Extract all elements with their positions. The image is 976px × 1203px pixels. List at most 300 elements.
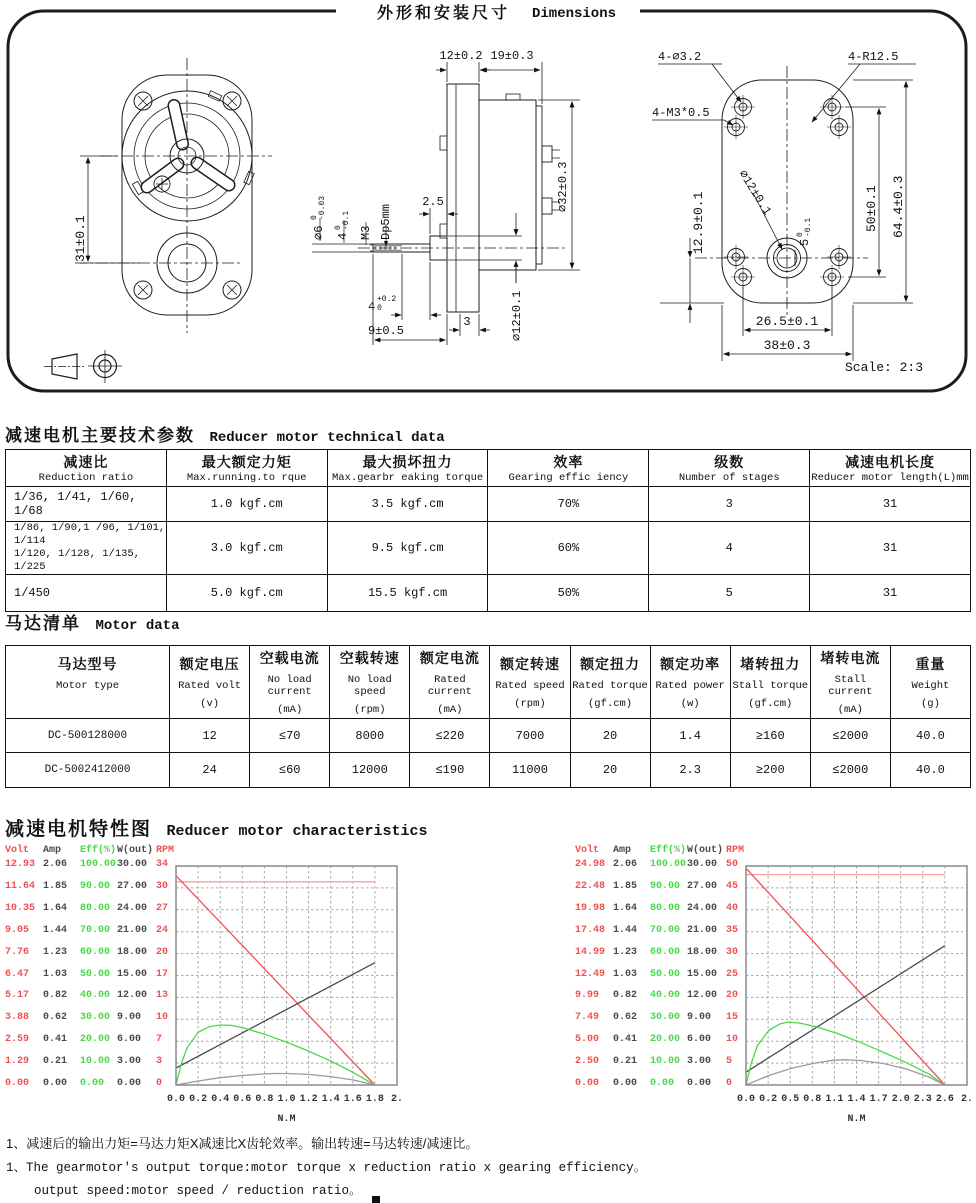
axis-value: 0 [156, 1078, 163, 1089]
axis-value: 10 [156, 1012, 169, 1024]
tech-col-header [649, 450, 810, 487]
motor-table-cell: 8000 [330, 719, 410, 753]
tech-table-cell: 1/450 [6, 575, 167, 612]
axis-value: 24.98 [575, 859, 606, 870]
axis-value: 19.98 [575, 902, 606, 914]
axis-value: 0.41 [43, 1034, 68, 1046]
axis-value: 9.05 [5, 924, 30, 936]
axis-value: 7.76 [5, 946, 30, 958]
axis-value: 5.00 [575, 1034, 600, 1046]
motor-col-header [730, 646, 810, 719]
axis-value: 0.00 [5, 1078, 30, 1089]
axis-value: 50.00 [80, 968, 111, 980]
axis-value: 40 [726, 902, 739, 914]
axis-value: 90.00 [80, 880, 111, 892]
axis-value: 12.93 [5, 859, 36, 870]
boss-dia-dim: ⌀12±0.1 [510, 290, 524, 341]
motor-table-title-en: Motor data [95, 618, 180, 634]
axis-value: 18.00 [687, 946, 718, 958]
axis-value: 30.00 [80, 1012, 111, 1024]
axis-value: 13 [156, 990, 169, 1002]
motor-col-header-unit: (v) [200, 698, 220, 710]
motor-col-header-en: Rated power [655, 680, 725, 692]
x-tick-label: 1.2 [299, 1094, 318, 1105]
axis-value: 0.82 [43, 990, 68, 1002]
axis-value: 17 [156, 968, 169, 980]
axis-value: 10 [726, 1034, 739, 1046]
axis-value: 2.06 [613, 859, 638, 870]
shaft-length-dim: 9±0.5 [367, 324, 405, 338]
x-tick-label: 0.0 [166, 1094, 186, 1105]
axis-value: 27.00 [117, 880, 148, 892]
motor-data-table [5, 645, 971, 788]
axis-value: 0.00 [613, 1078, 638, 1089]
motor-table-cell: ≤60 [250, 753, 330, 788]
tech-table-cell: 3.5 kgf.cm [327, 487, 488, 522]
x-tick-label: 2. [960, 1094, 974, 1105]
axis-value: 0.82 [613, 990, 638, 1002]
axis-value: 0.00 [575, 1078, 600, 1089]
hole-span-h-dim: 26.5±0.1 [755, 314, 819, 329]
plate-thickness-dim: 12±0.2 [439, 49, 483, 63]
axis-value: 15.00 [687, 968, 718, 980]
axis-value: 22.48 [575, 880, 606, 892]
x-tick-label: 0.4 [211, 1094, 230, 1105]
tech-col-header-en: Gearing effic iency [508, 472, 629, 484]
flat-width-label: 4 [336, 232, 350, 240]
motor-table-cell: ≤220 [410, 719, 490, 753]
axis-value: 12.00 [687, 990, 718, 1002]
motor-col-header [410, 646, 490, 719]
series-current [176, 963, 375, 1068]
axis-value: 30 [726, 946, 739, 958]
chart-24v [575, 845, 976, 1135]
axis-value: 25 [726, 968, 739, 980]
hole-span-v-dim: 50±0.1 [864, 185, 879, 232]
axis-value: 27 [156, 902, 169, 914]
axis-value: 1.03 [613, 968, 638, 980]
axis-value: 40.00 [80, 990, 111, 1002]
axis-value: 1.44 [43, 924, 68, 936]
motor-col-header-unit: (mA) [837, 704, 863, 716]
x-tick-label: 2.3 [913, 1094, 932, 1105]
axis-value: 1.85 [613, 880, 638, 892]
x-tick-label: 0.2 [759, 1094, 778, 1105]
x-axis-label: N.M [277, 1114, 296, 1125]
x-tick-label: 0.6 [233, 1094, 252, 1105]
axis-value: 3 [156, 1056, 163, 1068]
tech-table-cell: 31 [810, 575, 971, 612]
flat-length-label: 4 [368, 300, 376, 314]
axis-value: 2.50 [575, 1056, 600, 1068]
axis-column-label: Amp [43, 845, 62, 856]
axis-value: 5.17 [5, 990, 30, 1002]
axis-value: 27.00 [687, 880, 718, 892]
motor-col-header-zh: 额定电流 [419, 650, 480, 666]
axis-value: 0.00 [80, 1078, 105, 1089]
back-view [652, 50, 916, 361]
x-tick-label: 1.6 [343, 1094, 362, 1105]
motor-col-header-unit: (gf.cm) [588, 698, 633, 710]
flat-length-tol-upper: +0.2 [377, 295, 397, 304]
tech-table-cell: 70% [488, 487, 649, 522]
front-height-dim: 31±0.1 [73, 215, 88, 262]
motor-col-header [570, 646, 650, 719]
axis-value: 0.00 [117, 1078, 142, 1089]
axis-value: 0.00 [650, 1078, 675, 1089]
offset-dim: 12.9±0.1 [691, 191, 706, 254]
motor-col-header-zh: 马达型号 [57, 656, 118, 672]
axis-value: 90.00 [650, 880, 681, 892]
tech-table-row [6, 575, 971, 612]
holes-dim: 4-⌀3.2 [658, 50, 702, 64]
axis-value: 45 [726, 880, 739, 892]
axis-value: 30 [156, 880, 169, 892]
axis-value: 35 [726, 924, 739, 936]
axis-value: 40.00 [650, 990, 681, 1002]
tech-table-title-zh: 减速电机主要技术参数 [5, 426, 195, 445]
series-output-power [176, 1074, 375, 1086]
x-tick-label: 0.5 [781, 1094, 800, 1105]
flat-across-dim [796, 218, 813, 246]
motor-col-header [250, 646, 330, 719]
motor-col-header [6, 646, 170, 719]
tech-col-header-en: Reduction ratio [38, 472, 134, 484]
axis-value: 9.99 [575, 990, 600, 1002]
front-dim-31 [80, 156, 140, 263]
axis-column-label: RPM [726, 845, 745, 856]
flat-length-tol-lower: 0 [377, 304, 382, 313]
motor-col-header-unit: (rpm) [354, 704, 386, 716]
boss-thickness-dim: 2.5 [422, 195, 444, 209]
axis-value: 0.62 [43, 1012, 68, 1024]
motor-col-header [810, 646, 890, 719]
axis-value: 60.00 [650, 946, 681, 958]
motor-dia-dim: ⌀32±0.3 [556, 161, 570, 212]
tech-col-header-en: Max.running.to rque [186, 472, 307, 484]
axis-value: 30.00 [650, 1012, 681, 1024]
motor-col-header-en: Rated volt [178, 680, 242, 692]
body-width-dim: 38±0.3 [763, 338, 811, 353]
axis-value: 17.48 [575, 924, 606, 936]
tech-table-cell: 1.0 kgf.cm [166, 487, 327, 522]
motor-col-header-zh: 额定功率 [660, 656, 721, 672]
motor-col-header-unit: (mA) [437, 704, 463, 716]
tech-col-header-zh: 级数 [714, 454, 745, 470]
axis-value: 20 [156, 946, 169, 958]
axis-value: 0.21 [43, 1056, 68, 1068]
motor-col-header-en: No load speed [347, 674, 392, 698]
axis-value: 50 [726, 859, 739, 870]
tech-col-header-zh: 减速比 [63, 454, 109, 470]
svg-text:5: 5 [798, 238, 812, 246]
charts-title-zh: 减速电机特性图 [5, 819, 153, 840]
axis-column-label: Eff(%) [650, 845, 687, 856]
axis-value: 60.00 [80, 946, 111, 958]
shaft-labels [310, 196, 393, 240]
axis-value: 1.29 [5, 1056, 30, 1068]
chart-plot [166, 858, 420, 1138]
axis-value: 10.00 [80, 1056, 111, 1068]
series-efficiency [176, 1025, 375, 1085]
axis-value: 1.64 [43, 902, 68, 914]
axis-value: 9.00 [117, 1012, 142, 1024]
tech-table-cell: 31 [810, 487, 971, 522]
tech-table-cell: 5 [649, 575, 810, 612]
axis-value: 1.85 [43, 880, 68, 892]
tech-col-header [810, 450, 971, 487]
tech-table-cell: 60% [488, 522, 649, 575]
motor-col-header-unit: (g) [920, 698, 940, 710]
side-dim-flat-length [391, 254, 441, 320]
tap-dim: 4-M3*0.5 [652, 106, 710, 120]
motor-table-cell: ≤2000 [810, 753, 890, 788]
tech-table-cell: 3 [649, 487, 810, 522]
dimensions-drawing [0, 0, 976, 405]
motor-col-header-unit: (w) [680, 698, 700, 710]
axis-value: 24 [156, 924, 169, 936]
axis-column-label: Volt [575, 845, 600, 856]
axis-column-label: RPM [156, 845, 175, 856]
axis-value: 2.59 [5, 1034, 30, 1046]
axis-value: 0.00 [687, 1078, 712, 1089]
axis-value: 30.00 [687, 859, 718, 870]
motor-col-header-en: Rated current [427, 674, 472, 698]
axis-value: 1.23 [43, 946, 68, 958]
x-tick-label: 1.0 [277, 1094, 296, 1105]
x-axis-label: N.M [847, 1114, 866, 1125]
side-dims-top [436, 62, 542, 104]
tech-table-heading [5, 421, 445, 446]
axis-value: 2.06 [43, 859, 68, 870]
axis-column-label: Volt [5, 845, 30, 856]
axis-value: 0.41 [613, 1034, 638, 1046]
motor-table-cell: ≤70 [250, 719, 330, 753]
motor-col-header-zh: 堵转扭力 [740, 656, 801, 672]
axis-value: 24.00 [687, 902, 718, 914]
motor-col-header [330, 646, 410, 719]
x-tick-label: 1.4 [321, 1094, 340, 1105]
tech-col-header-zh: 减速电机长度 [845, 454, 936, 470]
motor-col-header-zh: 额定扭力 [580, 656, 641, 672]
tech-table-row [6, 522, 971, 575]
motor-length-dim: 19±0.3 [490, 49, 534, 63]
motor-col-header-zh: 额定电压 [179, 656, 240, 672]
flat-width-tol-lower: -0.1 [342, 210, 351, 230]
axis-value: 6.00 [117, 1034, 142, 1046]
tech-col-header [166, 450, 327, 487]
thread-depth-label: Dp5mm [379, 203, 393, 240]
axis-column-label: Amp [613, 845, 632, 856]
back-boss-dia-dim: ⌀12±0.1 [735, 167, 775, 218]
tech-col-header-zh: 效率 [553, 454, 584, 470]
front-corner-screws [134, 92, 241, 299]
motor-table-cell: 12 [170, 719, 250, 753]
tech-col-header-en: Max.gearbr eaking torque [331, 472, 484, 484]
axis-value: 1.23 [613, 946, 638, 958]
motor-table-cell: 2.3 [650, 753, 730, 788]
motor-col-header [890, 646, 970, 719]
axis-value: 34 [156, 859, 169, 870]
motor-col-header [650, 646, 730, 719]
drawing-frame [8, 11, 966, 391]
motor-table-cell: ≥200 [730, 753, 810, 788]
axis-value: 0.62 [613, 1012, 638, 1024]
motor-col-header [490, 646, 570, 719]
axis-value: 15.00 [117, 968, 148, 980]
motor-col-header-unit: (rpm) [514, 698, 546, 710]
tech-table-row [6, 487, 971, 522]
axis-value: 10.35 [5, 902, 36, 914]
axis-value: 9.00 [687, 1012, 712, 1024]
motor-col-header-unit: (gf.cm) [748, 698, 793, 710]
tech-table-cell: 1/36, 1/41, 1/60, 1/68 [6, 487, 167, 522]
axis-value: 20.00 [80, 1034, 111, 1046]
axis-value: 12.00 [117, 990, 148, 1002]
motor-col-header-zh: 重量 [915, 656, 946, 672]
note-line-en-2: output speed:motor speed / reduction ratio。 [34, 1184, 362, 1198]
side-dim-boss-thickness [419, 208, 458, 234]
thread-label: M3 [359, 225, 373, 240]
x-tick-label: 2.6 [935, 1094, 954, 1105]
tech-table-cell: 1/86, 1/90,1 /96, 1/101, 1/114 1/120, 1/128, 1/135, 1/225 [6, 522, 167, 575]
axis-value: 24.00 [117, 902, 148, 914]
motor-col-header-en: Weight [911, 680, 950, 692]
axis-value: 30.00 [117, 859, 148, 870]
axis-value: 0 [726, 1078, 733, 1089]
tech-col-header [327, 450, 488, 487]
axis-value: 3.00 [687, 1056, 712, 1068]
axis-value: 21.00 [117, 924, 148, 936]
axis-value: 12.49 [575, 968, 606, 980]
series-rpm [176, 876, 375, 1085]
axis-value: 80.00 [80, 902, 111, 914]
tech-col-header-en: Reducer motor length(L)mm [811, 472, 969, 484]
motor-table-cell: 40.0 [890, 753, 970, 788]
motor-table-row [6, 753, 971, 788]
svg-text:-0.1: -0.1 [804, 217, 813, 237]
shaft-dia-label: ⌀6 [312, 225, 326, 240]
x-tick-label: 1.1 [825, 1094, 844, 1105]
charts-heading [5, 814, 428, 841]
axis-column-label: W(out) [687, 845, 724, 856]
motor-table-cell: 7000 [490, 719, 570, 753]
axis-value: 80.00 [650, 902, 681, 914]
motor-col-header-zh: 空载转速 [339, 650, 400, 666]
motor-table-cell: ≤190 [410, 753, 490, 788]
axis-value: 70.00 [80, 924, 111, 936]
x-tick-label: 2. [390, 1094, 404, 1105]
flat-width-tol-upper: 0 [334, 225, 343, 230]
axis-value: 10.00 [650, 1056, 681, 1068]
chart-plot [736, 858, 976, 1138]
chart-12v [5, 845, 425, 1135]
axis-column-label: Eff(%) [80, 845, 117, 856]
motor-table-heading [5, 609, 179, 634]
tech-table-cell: 3.0 kgf.cm [166, 522, 327, 575]
scale-label: Scale: 2:3 [845, 360, 924, 375]
motor-col-header-en: Rated speed [495, 680, 565, 692]
side-view [310, 49, 580, 345]
axis-value: 1.03 [43, 968, 68, 980]
axis-value: 0.21 [613, 1056, 638, 1068]
tech-col-header [488, 450, 649, 487]
axis-value: 21.00 [687, 924, 718, 936]
x-tick-label: 1.8 [365, 1094, 384, 1105]
page-end-mark [372, 1196, 380, 1203]
tech-data-table [5, 449, 971, 612]
motor-col-header-en: Motor type [56, 680, 120, 692]
axis-value: 15 [726, 1012, 739, 1024]
axis-column-label: W(out) [117, 845, 154, 856]
axis-value: 20.00 [650, 1034, 681, 1046]
back-mounting-holes [724, 95, 851, 289]
axis-value: 18.00 [117, 946, 148, 958]
motor-col-header-zh: 空载电流 [259, 650, 320, 666]
motor-col-header-en: No load current [267, 674, 312, 698]
tech-col-header [6, 450, 167, 487]
axis-value: 20 [726, 990, 739, 1002]
motor-table-cell: ≤2000 [810, 719, 890, 753]
axis-value: 1.64 [613, 902, 638, 914]
x-tick-label: 0.0 [736, 1094, 756, 1105]
x-tick-label: 0.8 [255, 1094, 274, 1105]
axis-value: 7 [156, 1034, 163, 1046]
axis-value: 11.64 [5, 880, 36, 892]
tech-table-title-en: Reducer motor technical data [209, 430, 445, 446]
motor-table-cell: 20 [570, 719, 650, 753]
motor-table-cell: ≥160 [730, 719, 810, 753]
motor-table-cell: 1.4 [650, 719, 730, 753]
drawing-title-en: Dimensions [532, 6, 617, 22]
axis-value: 100.00 [650, 859, 687, 870]
tech-table-cell: 15.5 kgf.cm [327, 575, 488, 612]
rim-dim: 3 [463, 315, 471, 329]
motor-col-header-en: Stall current [828, 674, 873, 698]
motor-table-cell: 11000 [490, 753, 570, 788]
tech-col-header-zh: 最大额定力矩 [201, 454, 292, 470]
motor-table-row [6, 719, 971, 753]
axis-value: 3.00 [117, 1056, 142, 1068]
tech-table-cell: 5.0 kgf.cm [166, 575, 327, 612]
axis-value: 6.47 [5, 968, 30, 980]
x-tick-label: 2.0 [891, 1094, 910, 1105]
tech-col-header-en: Number of stages [678, 472, 780, 484]
motor-col-header-en: Rated torque [572, 680, 648, 692]
tech-table-cell: 4 [649, 522, 810, 575]
axis-value: 0.00 [43, 1078, 68, 1089]
motor-col-header-zh: 堵转电流 [820, 650, 881, 666]
drawing-title-zh: 外形和安装尺寸 [377, 5, 511, 22]
tech-col-header-zh: 最大损坏扭力 [362, 454, 453, 470]
axis-value: 7.49 [575, 1012, 600, 1024]
motor-col-header-en: Stall torque [732, 680, 809, 692]
note-line-en-1: 1、The gearmotor's output torque:motor torque x reduction ratio x gearing efficiency。 [6, 1161, 647, 1175]
axis-value: 70.00 [650, 924, 681, 936]
x-tick-label: 1.4 [847, 1094, 866, 1105]
x-tick-label: 0.8 [803, 1094, 822, 1105]
axis-value: 50.00 [650, 968, 681, 980]
note-line-zh: 1、减速后的输出力矩=马达力矩X减速比X齿轮效率。输出转速=马达转速/减速比。 [6, 1136, 479, 1151]
series-output-power [746, 1060, 945, 1085]
motor-table-cell: 40.0 [890, 719, 970, 753]
body-height-dim: 64.4±0.3 [891, 175, 906, 238]
axis-value: 3.88 [5, 1012, 30, 1024]
motor-col-header [170, 646, 250, 719]
shaft-dia-tol-lower: -0.03 [318, 195, 327, 220]
axis-value: 100.00 [80, 859, 117, 870]
motor-col-header-zh: 额定转速 [499, 656, 560, 672]
